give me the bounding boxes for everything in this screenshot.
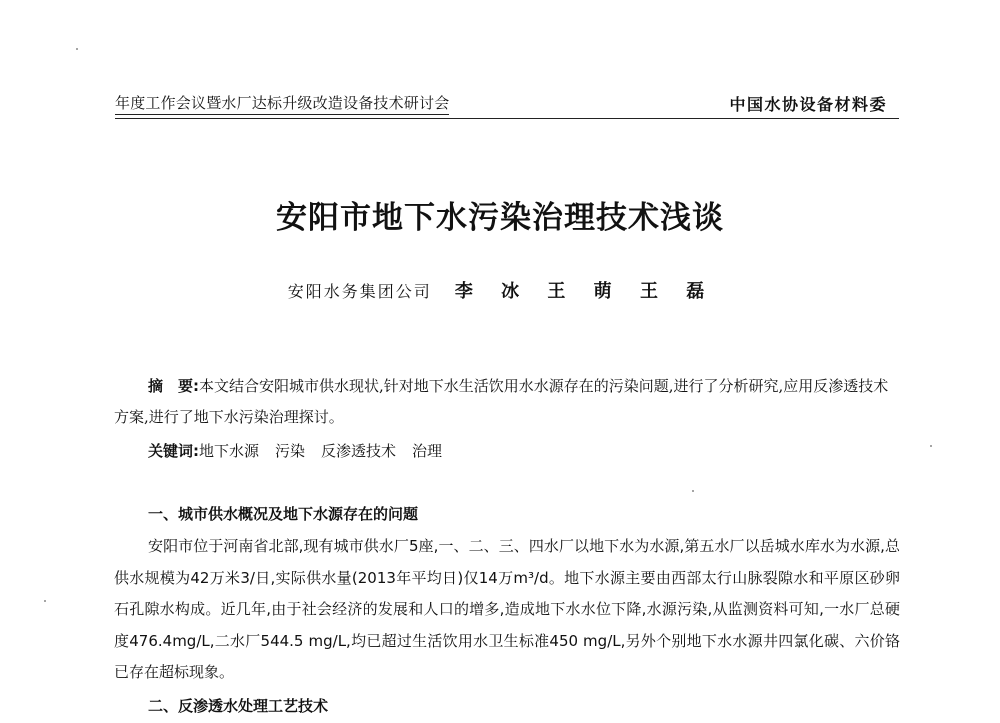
keyword: 治理 [412,442,443,460]
committee-name: 中国水协设备材料委 [729,95,887,114]
keywords-label: 关键词: [148,442,199,460]
author-names: 李 冰 王 萌 王 磊 [454,281,713,302]
keyword: 反渗透技术 [321,442,397,460]
section-heading-2: 二、反渗透水处理工艺技术 [148,697,329,715]
scan-speck [44,600,46,602]
section-1-paragraph: 安阳市位于河南省北部,现有城市供水厂5座,一、二、三、四水厂以地下水为水源,第五水厂以岳城水库水为水源,总供水规模为42万米3/日,实际供水量(2013年平均日)仅14万m³/d。地下水源主要由西部太行山脉裂隙水和平原区砂卵石孔隙水构成。近几年,由于社会经济的发展和人口的增多,造成地下水水位下降,水源污染,从监测资料可知,一水厂总硬度476.4mg/L,二水厂544.5 mg/L,均已超过生活饮用水卫生标准450 mg/L,另外个别地下水水源井四氯化碳、六价铬已存在超标现象。 [114,537,900,681]
section-heading-1: 一、城市供水概况及地下水源存在的问题 [148,505,419,523]
keyword: 地下水源 [199,442,260,460]
author-organization: 安阳水务集团公司 [287,282,432,301]
keyword: 污染 [275,442,306,460]
abstract [114,371,900,433]
abstract-label: 摘 要: [148,377,199,395]
scan-speck [76,48,78,50]
author-line [0,277,1000,303]
running-header [115,92,899,119]
scan-speck [930,445,932,447]
paper-title: 安阳市地下水污染治理技术浅谈 [276,200,724,236]
conference-name: 年度工作会议暨水厂达标升级改造设备技术研讨会 [115,92,449,115]
abstract-text: 本文结合安阳城市供水现状,针对地下水生活饮用水水源存在的污染问题,进行了分析研究,应用反渗透技术方案,进行了地下水污染治理探讨。 [114,377,889,426]
scan-speck [692,490,694,492]
keywords [114,436,934,467]
